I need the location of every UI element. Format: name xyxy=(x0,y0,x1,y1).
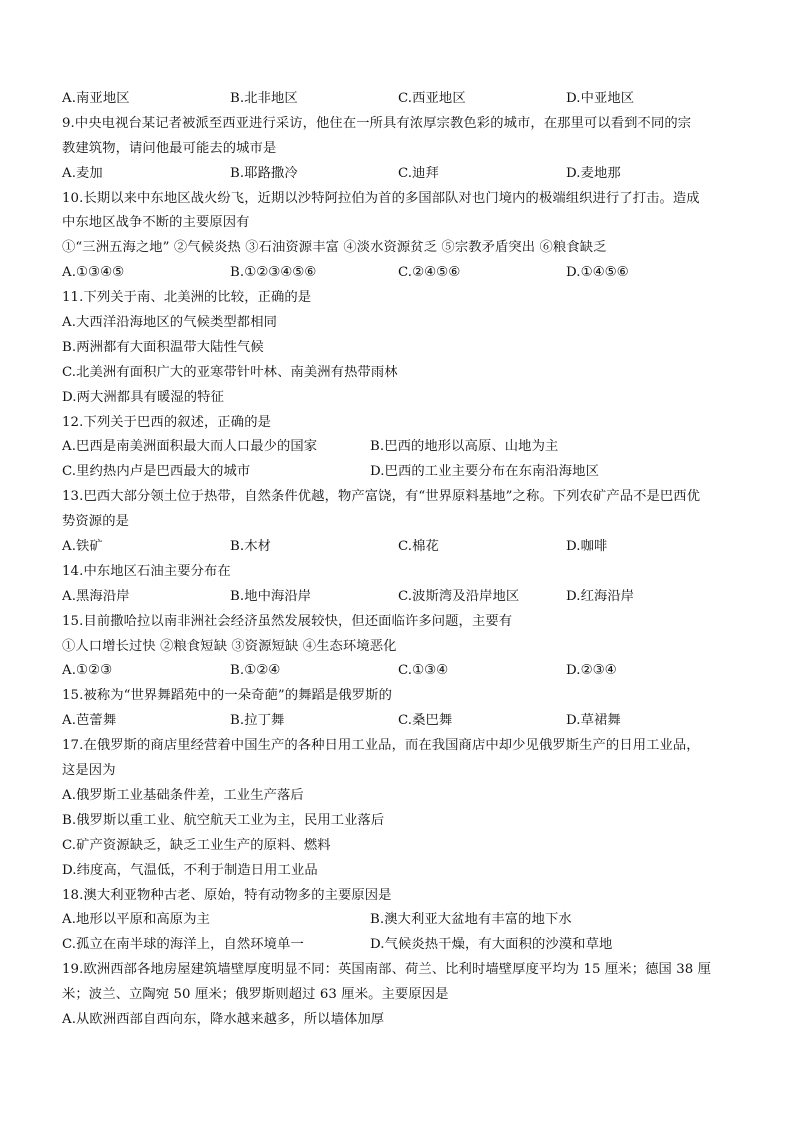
q13-option-d: D.咖啡 xyxy=(566,539,608,555)
q18-option-c: C.孤立在南半球的海洋上，自然环境单一 xyxy=(62,937,304,953)
q12-option-b: B.巴西的地形以高原、山地为主 xyxy=(370,439,559,455)
q14-option-c: C.波斯湾及沿岸地区 xyxy=(398,588,520,604)
q16-stem: 15.被称为“世界舞蹈苑中的一朵奇葩”的舞蹈是俄罗斯的 xyxy=(62,688,392,704)
q19-option-a: A.从欧洲西部自西向东，降水越来越多，所以墙体加厚 xyxy=(62,1011,385,1027)
q10-option-b: B.①②③④⑤⑥ xyxy=(230,265,317,281)
q16-option-c: C.桑巴舞 xyxy=(398,713,453,729)
q10-options xyxy=(62,261,734,286)
q13-option-a: A.铁矿 xyxy=(62,539,103,555)
q13-stem-line-2: 势资源的是 xyxy=(62,514,129,530)
q12-options-row-2 xyxy=(62,460,734,485)
q15-items: ①人口增长过快 ②粮食短缺 ③资源短缺 ④生态环境恶化 xyxy=(62,638,397,654)
q11-option-c: C.北美洲有面积广大的亚寒带针叶林、南美洲有热带雨林 xyxy=(62,364,398,380)
q10-option-c: C.②④⑤⑥ xyxy=(398,265,461,281)
q13-stem-line-1: 13.巴西大部分领土位于热带，自然条件优越，物产富饶，有“世界原料基地”之称。下列农矿产品不是巴西优 xyxy=(62,489,701,505)
q15-options xyxy=(62,659,734,684)
q15-option-c: C.①③④ xyxy=(398,663,449,679)
q8-option-c: C.西亚地区 xyxy=(398,91,466,106)
q19-stem-line-2: 米；波兰、立陶宛 50 厘米；俄罗斯则超过 63 厘米。主要原因是 xyxy=(62,987,449,1003)
q17-stem-line-2: 这是因为 xyxy=(62,763,116,779)
q10-option-a: A.①③④⑤ xyxy=(62,265,125,281)
q9-options xyxy=(62,162,734,187)
q10-option-d: D.①④⑤⑥ xyxy=(566,265,629,281)
q15-option-a: A.①②③ xyxy=(62,663,113,679)
q16-options xyxy=(62,709,734,734)
q12-option-a: A.巴西是南美洲面积最大而人口最少的国家 xyxy=(62,439,318,455)
q19-stem-line-1: 19.欧洲西部各地房屋建筑墙壁厚度明显不同：英国南部、荷兰、比利时墙壁厚度平均为 15 厘米；德国 38 厘 xyxy=(62,962,712,978)
q13-option-b: B.木材 xyxy=(230,539,271,555)
q9-option-c: C.迪拜 xyxy=(398,165,439,181)
q14-options xyxy=(62,585,734,610)
q12-options-row-1 xyxy=(62,435,734,460)
q18-option-d: D.气候炎热干燥，有大面积的沙漠和草地 xyxy=(370,937,613,953)
q9-stem-line-1: 9.中央电视台某记者被派至西亚进行采访，他住在一所具有浓厚宗教色彩的城市，在那里可以看到不同的宗 xyxy=(62,115,692,131)
q15-option-b: B.①②④ xyxy=(230,663,281,679)
q18-options-row-2 xyxy=(62,933,734,958)
q16-option-b: B.拉丁舞 xyxy=(230,713,285,729)
q15-option-d: D.②③④ xyxy=(566,663,617,679)
q12-option-d: D.巴西的工业主要分布在东南沿海地区 xyxy=(370,464,599,480)
q14-option-a: A.黑海沿岸 xyxy=(62,588,130,604)
q17-option-d: D.纬度高，气温低，不利于制造日用工业品 xyxy=(62,862,318,878)
q10-stem-line-1: 10.长期以来中东地区战火纷飞，近期以沙特阿拉伯为首的多国部队对也门境内的极端组织进行了打击。造成 xyxy=(62,190,700,206)
q9-option-d: D.麦地那 xyxy=(566,165,621,181)
q10-stem-line-2: 中东地区战争不断的主要原因有 xyxy=(62,215,250,231)
q17-option-c: C.矿产资源缺乏，缺乏工业生产的原料、燃料 xyxy=(62,837,331,853)
q16-option-d: D.草裙舞 xyxy=(566,713,621,729)
q14-option-b: B.地中海沿岸 xyxy=(230,588,312,604)
q12-stem: 12.下列关于巴西的叙述，正确的是 xyxy=(62,414,272,430)
q17-option-a: A.俄罗斯工业基础条件差，工业生产落后 xyxy=(62,787,304,803)
q9-option-b: B.耶路撒冷 xyxy=(230,165,298,181)
q13-option-c: C.棉花 xyxy=(398,539,439,555)
q11-option-a: A.大西洋沿海地区的气候类型都相同 xyxy=(62,315,277,331)
q12-option-c: C.里约热内卢是巴西最大的城市 xyxy=(62,464,251,480)
q17-option-b: B.俄罗斯以重工业、航空航天工业为主，民用工业落后 xyxy=(62,812,385,828)
q9-stem-line-2: 教建筑物，请问他最可能去的城市是 xyxy=(62,140,277,156)
q18-stem: 18.澳大利亚物种古老、原始，特有动物多的主要原因是 xyxy=(62,887,392,903)
q16-option-a: A.芭蕾舞 xyxy=(62,713,117,729)
q8-option-a: A.南亚地区 xyxy=(62,91,130,106)
q9-option-a: A.麦加 xyxy=(62,165,103,181)
q11-stem: 11.下列关于南、北美洲的比较，正确的是 xyxy=(62,290,312,306)
q14-option-d: D.红海沿岸 xyxy=(566,588,635,604)
q15-stem: 15.目前撒哈拉以南非洲社会经济虽然发展较快，但还面临许多问题，主要有 xyxy=(62,613,513,629)
q10-items: ①“三洲五海之地” ②气候炎热 ③石油资源丰富 ④淡水资源贫乏 ⑤宗教矛盾突出 ⑥粮食缺乏 xyxy=(62,240,607,256)
q18-option-a: A.地形以平原和高原为主 xyxy=(62,912,210,928)
q17-stem-line-1: 17.在俄罗斯的商店里经营着中国生产的各种日用工业品，而在我国商店中却少见俄罗斯生产的日用工业品， xyxy=(62,738,700,754)
q18-options-row-1 xyxy=(62,908,734,933)
q8-options xyxy=(62,87,734,112)
q14-stem: 14.中东地区石油主要分布在 xyxy=(62,563,231,579)
q13-options xyxy=(62,535,734,560)
q11-option-b: B.两洲都有大面积温带大陆性气候 xyxy=(62,339,264,355)
q18-option-b: B.澳大利亚大盆地有丰富的地下水 xyxy=(370,912,572,928)
q11-option-d: D.两大洲都具有暖湿的特征 xyxy=(62,389,224,405)
q8-option-d: D.中亚地区 xyxy=(566,91,635,106)
q8-option-b: B.北非地区 xyxy=(230,91,298,106)
